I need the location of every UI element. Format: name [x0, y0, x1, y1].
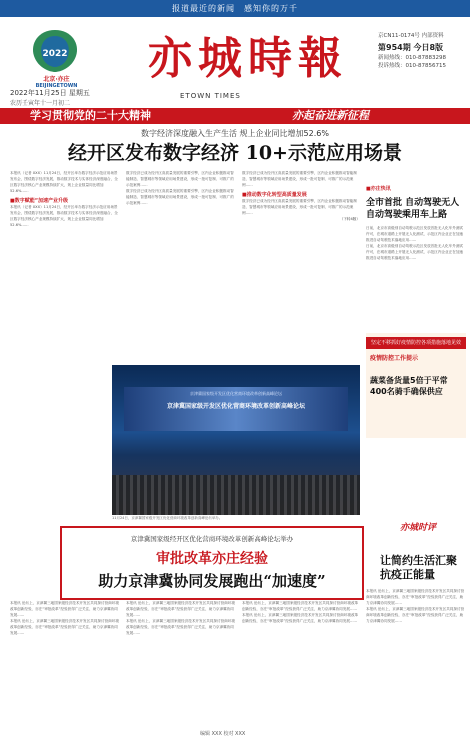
story2-col1-body: 本报讯 论坛上，京津冀三地国家级经济技术开发区共同探讨营商环境改革创新经验，亦庄“审批改革”经验获得广泛关注，助力京津冀协同发展……	[10, 601, 119, 617]
lunar-date: 农历壬寅年十一月初二	[10, 100, 71, 107]
editorial-body: 本报讯 论坛上，京津冀三地国家级经济技术开发区共同探讨营商环境改革创新经验，亦庄“审批改革”经验获得广泛关注，助力京津冀协同发展……	[366, 589, 465, 605]
col1-section-head: ■数字赋能“加速产业升级	[10, 198, 69, 204]
right-body: 日前，北京市高级别自动驾驶示范区发放首批无人化车外测试许可，在城市道路上开展无人化测试，示范区内企业正在加速推进自动驾驶技术落地应用……	[366, 226, 464, 242]
col1-body-2: 本报讯（记者 XXX）11月24日，经开区举办数字经济示范应用场景发布会，围绕数字经济发展，推动数字技术与实体经济深度融合，全区数字经济核心产业规模持续扩大，规上企业数量同比增加52.6%……	[10, 205, 118, 227]
right-column-text	[366, 225, 466, 330]
logo-badge-text: 2022	[42, 49, 68, 59]
right-kicker: ■亦庄快讯	[366, 186, 391, 192]
story2-col2	[126, 600, 236, 725]
stage-screen	[124, 387, 348, 431]
news-hotline: 新闻热线：010-87883298	[378, 55, 446, 61]
story2-headline-box	[60, 526, 364, 600]
screen-small-text: 京津冀国家级开发区优化营商环境改革创新高峰论坛	[190, 391, 282, 396]
col2-body-2: 数字经济已成为经开区高质量发展的重要引擎，区内企业积极推动智能制造、智慧城市等领域应用场景建设，形成一批可复制、可推广的示范案例……	[126, 189, 234, 205]
col3-body-2: 数字经济已成为经开区高质量发展的重要引擎，区内企业积极推动智能制造、智慧城市等领域应用场景建设，形成一批可复制、可推广的示范案例……	[242, 199, 357, 215]
banner-right: 亦起奋进新征程	[292, 109, 369, 122]
banner-left: 学习贯彻党的二十大精神	[30, 109, 151, 122]
right-headline: 全市首批 自动驾驶无人自动驾驶乘用车上路	[366, 198, 460, 220]
audience	[112, 475, 360, 515]
complaint-hotline: 投诉热线：010-87856715	[378, 63, 446, 69]
forum-photo	[112, 365, 360, 515]
story2-col2-body: 本报讯 论坛上，京津冀三地国家级经济技术开发区共同探讨营商环境改革创新经验，亦庄“审批改革”经验获得广泛关注，助力京津冀协同发展……	[126, 601, 235, 617]
registration-line: 京CN11-0174号 内部资料	[378, 33, 444, 39]
epidemic-box	[366, 333, 466, 438]
masthead-title: 亦城時報	[148, 33, 348, 84]
story2-col3-body-2: 本报讯 论坛上，京津冀三地国家级经济技术开发区共同探讨营商环境改革创新经验，亦庄“审批改革”经验获得广泛关注，助力京津冀协同发展……	[242, 613, 359, 623]
logo-name-en: BEIJINGETOWN	[35, 83, 78, 89]
editorial-text	[366, 588, 466, 726]
story2-kicker: 京津冀国家级经开区优化营商环境改革创新高峰论坛举办	[130, 535, 294, 543]
story2-col3-body: 本报讯 论坛上，京津冀三地国家级经济技术开发区共同探讨营商环境改革创新经验，亦庄“审批改革”经验获得广泛关注，助力京津冀协同发展……	[242, 601, 359, 611]
col1-body: 本报讯（记者 XXX）11月24日，经开区举办数字经济示范应用场景发布会，围绕数字经济发展，推动数字技术与实体经济深度融合，全区数字经济核心产业规模持续扩大，规上企业数量同比增加52.6%……	[10, 171, 118, 193]
masthead-english: ETOWN TIMES	[180, 92, 241, 100]
epidemic-box-banner: 坚定不移抓好疫情防控各项措施落地见效	[366, 337, 466, 349]
story2-headline-2: 助力京津冀协同发展跑出“加速度”	[98, 572, 326, 590]
lead-column-2	[126, 170, 236, 360]
col3-section-head: ■推动数字化转型高质量发展	[242, 192, 307, 198]
lead-headline: 经开区发布数字经济 10+示范应用场景	[68, 142, 402, 164]
top-slogan-bar: 报道最近的新闻 感知你的万千	[0, 0, 470, 17]
logo-name-cn: 北京·亦庄	[43, 76, 70, 83]
epidemic-box-label: 疫情防控工作提示	[370, 355, 419, 362]
logo-badge-icon	[24, 26, 86, 76]
page-footer: 编辑 XXX 校对 XXX	[200, 731, 246, 737]
right-body-2: 日前，北京市高级别自动驾驶示范区发放首批无人化车外测试许可，在城市道路上开展无人化测试，示范区内企业正在加速推进自动驾驶技术落地应用……	[366, 244, 464, 260]
issue-number: 第954期 今日8版	[378, 43, 444, 52]
story2-col1	[10, 600, 120, 725]
editorial-body-2: 本报讯 论坛上，京津冀三地国家级经济技术开发区共同探讨营商环境改革创新经验，亦庄“审批改革”经验获得广泛关注，助力京津冀协同发展……	[366, 607, 465, 623]
continued-note: （下转4版）	[339, 217, 360, 221]
issue-info	[378, 32, 466, 70]
theme-banner	[0, 108, 470, 124]
story2-headline-1: 审批改革亦庄经验	[156, 551, 268, 567]
epidemic-box-headline: 蔬菜备货量5倍于平常 400名骑手确保供应	[370, 376, 448, 396]
screen-title: 京津冀国家级开发区优化营商环境改革创新高峰论坛	[166, 403, 305, 410]
lead-kicker: 数字经济深度融入生产生活 规上企业同比增加52.6%	[141, 129, 329, 138]
story2-col2-body-2: 本报讯 论坛上，京津冀三地国家级经济技术开发区共同探讨营商环境改革创新经验，亦庄“审批改革”经验获得广泛关注，助力京津冀协同发展……	[126, 619, 235, 635]
lead-column-1	[10, 170, 120, 360]
editorial-headline: 让简约生活汇聚抗疫正能量	[380, 554, 457, 581]
issue-date: 2022年11月25日 星期五	[10, 89, 90, 97]
story2-col1-body-2: 本报讯 论坛上，京津冀三地国家级经济技术开发区共同探讨营商环境改革创新经验，亦庄“审批改革”经验获得广泛关注，助力京津冀协同发展……	[10, 619, 119, 635]
logo-name	[14, 74, 99, 89]
lead-column-3	[242, 170, 360, 360]
story2-col3	[242, 600, 360, 725]
col2-body: 数字经济已成为经开区高质量发展的重要引擎，区内企业积极推动智能制造、智慧城市等领域应用场景建设，形成一批可复制、可推广的示范案例……	[126, 171, 234, 187]
col3-body: 数字经济已成为经开区高质量发展的重要引擎，区内企业积极推动智能制造、智慧城市等领域应用场景建设，形成一批可复制、可推广的示范案例……	[242, 171, 357, 187]
photo-caption: 11月24日，京津冀国家级开发区优化营商环境改革创新高峰论坛举办。	[112, 516, 223, 520]
editorial-logo: 亦城时评	[399, 523, 436, 533]
